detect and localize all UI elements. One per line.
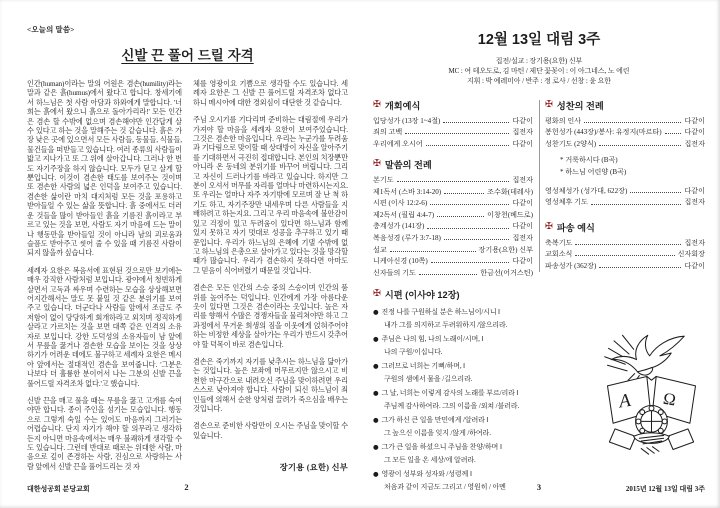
- section-title: 말씀의 전례: [384, 160, 432, 170]
- dot-leader: [599, 145, 681, 146]
- verse-line-1: 주님은 나의 힘, 나의 노래이/시며, ‖: [381, 334, 484, 343]
- left-page-footer: [27, 483, 346, 494]
- dot-leader: [390, 251, 476, 252]
- essay-column-1: [27, 80, 182, 480]
- liturgy-performer: 다같이: [512, 199, 533, 208]
- liturgy-performer: 집전자: [512, 128, 533, 137]
- right-sleeve: [667, 429, 693, 450]
- cross-icon: ✠: [545, 220, 553, 232]
- liturgy-label: 영성체성가 (성가대, 622장): [545, 186, 628, 195]
- cross-icon: ✠: [545, 98, 553, 110]
- psalm-block: [373, 287, 533, 494]
- dot-leader: [575, 255, 674, 256]
- page-number: 2: [184, 483, 189, 492]
- liturgy-label: 파송성가 (362장): [545, 261, 597, 270]
- page-number: 3: [536, 483, 542, 492]
- liturgy-performer: 집전자: [512, 176, 533, 184]
- liturgy-performer: 다같이: [512, 257, 533, 266]
- liturgy-label: 복음성경 (루가 3:7-18): [373, 233, 441, 242]
- liturgy-label: 제2독서 (필립 4:4-7): [373, 210, 435, 219]
- liturgy-label: 축복기도: [545, 238, 573, 247]
- dot-leader: [431, 262, 510, 263]
- liturgy-performer: 다같이: [684, 116, 705, 125]
- dot-leader: [419, 274, 477, 275]
- bullet-icon: ●: [373, 415, 379, 424]
- liturgy-performer: 집전자: [684, 238, 705, 247]
- footer-date: 2015년 12월 13일 대림 3주: [625, 485, 705, 493]
- liturgy-row: [545, 128, 705, 136]
- verse-line-2: 그 모든 일을 온 세상/에 알려라.: [384, 455, 476, 464]
- dot-leader: [426, 145, 510, 146]
- service-meta: [373, 56, 705, 87]
- dot-leader: [584, 122, 681, 123]
- dove-icon: [611, 335, 684, 372]
- liturgy-label: 층계성가 (141장): [373, 222, 425, 231]
- liturgy-performer: 다같이: [684, 261, 705, 270]
- emblem-omega: Ω: [661, 388, 678, 410]
- psalm-verse: [373, 387, 533, 413]
- section-header-word: [373, 157, 533, 171]
- liturgy-row: [373, 257, 533, 265]
- liturgy-performer: 집전자: [684, 139, 705, 148]
- essay-column-2: [193, 80, 348, 480]
- liturgy-performer: 다같이: [684, 186, 705, 195]
- essay-paragraph: 주님 오시기를 기다리며 준비하는 대림절에 우리가 가져야 할 마음을 세례자 요한이 보여주었습니다. 그것은 겸손한 마음입니다. 우리는 누군가를 두려움과 기다림으로 맞이할 때 상대방이 자신을 알아주기를 기대하면서 극진히 접대합니다. 본인의 치장뿐만 아니라 온 동네의 분위기를 바꾸어 버립니다. 그리고 자신이 드러나기를 바라고 있습니다. 하지만 그분이 오셔서 머무를 자리를 얼마나 마련하시는지요. 또 우리는 얼마나 자주 자기밖에 모르며 잘 난 척 하기도 하고, 자기주장만 내세우며 다른 사람들을 지배하려고 하는지요. 그리고 우리 마음속에 불안감이 있고 걱정이 있고 두려움이 있다면 하느님과 함께 있지 못하고 자기 멋대로 성공을 추구하고 있기 때문입니다. 우리가 하느님의 은혜에 기댈 수밖에 없고 하느님의 은총으로 살아가고 있다는 것을 망각할 때가 많습니다. 우리가 겸손하지 못하다면 아마도 그 믿음이 식어버렸기 때문일 것입니다.: [193, 116, 348, 275]
- liturgy-label: 신자들의 기도: [373, 268, 416, 277]
- liturgy-performer: 신자회장: [677, 250, 705, 259]
- liturgy-row: [545, 187, 705, 195]
- liturgy-label: 제1독서 (스바 3:14-20): [373, 187, 442, 196]
- psalm-verse: [373, 306, 533, 332]
- dot-leader: [430, 204, 509, 205]
- verse-line-1: 그러므로 너희는 기뻐/하며, ‖: [381, 361, 466, 370]
- essay-paragraph: 체를 영광이요 기쁨으로 생각할 수도 있습니다. 세례자 요한은 그 신발 끈 풀어드릴 자격조차 없다고 하니 메시아에 대한 경외심이 대단한 것 같습니다.: [193, 80, 348, 107]
- bullet-icon: ●: [373, 334, 379, 343]
- psalm-verse: [373, 360, 533, 386]
- bullet-icon: ●: [373, 307, 379, 316]
- liturgy-performer: 이창천(베드로): [487, 210, 533, 219]
- liturgy-performer: 다같이: [512, 222, 533, 231]
- liturgy-row: [373, 128, 533, 136]
- essay-title: 신발 끈 풀어 드릴 자격: [121, 48, 254, 63]
- cross-icon: ✠: [373, 288, 381, 300]
- dot-leader: [575, 244, 681, 245]
- verse-line-1: 영광이 성부와 성자와 /성령께 ‖: [381, 469, 472, 478]
- liturgy-label: 봉헌성가 (443장)/봉사: 유정지(마르타): [545, 128, 662, 137]
- liturgy-label: 교회소식: [545, 250, 573, 259]
- service-page: [360, 0, 720, 508]
- dot-leader: [599, 267, 681, 268]
- liturgy-row: [373, 188, 533, 196]
- verse-line-2: 구원의 샘에서 물을 /길으리라.: [384, 374, 473, 383]
- service-title: 12월 13일 대림 3주: [477, 32, 601, 48]
- verse-line-1: 그가 큰 일을 하셨으니 주님을 찬양/하며 ‖: [381, 442, 502, 451]
- meta-line: MC : 여 테오도로, 김 마틴 / 제단 꽃꽂이 : 이 아그네스, 노 에린: [448, 67, 630, 76]
- emblem-alpha: A: [617, 389, 633, 413]
- liturgy-row: [373, 199, 533, 207]
- service-column-left: [373, 98, 533, 495]
- verse-line-1: 그 날, 너희는 이렇게 감사의 노래를 부르/리라 ‖: [381, 388, 519, 397]
- liturgy-performer: 한금선(어거스틴): [480, 268, 533, 277]
- essay-paragraph: 세례자 요한은 복음서에 표현된 것으로만 보기에는 매우 강직한 사람처럼 보입니다. 광야에서 청빈하게 살면서 고독과 싸우며 수련하는 모습을 상상해보면 어지간해서는 말도 못 붙일 것 같은 분위기를 보여주고 있습니다. 더군다나 사람들 앞에서 조금도 주저함이 없이 당당하게 회개하라고 외치며 정직하게 살라고 가르치는 것을 보면 대쪽 같은 인격의 소유자로 보입니다. 강한 도덕성의 소유자들이 남 앞에서 무릎을 꿇거나 겸손한 모습을 보이는 것을 상상하기가 어려운 데에도 불구하고 세례자 요한은 메시아 앞에서는 절대적인 겸손을 보여줍니다. '그분은 나보다 더 훌륭한 분이어서 나는 그분의 신발 끈을 풀어드릴 자격조차 없다.'고 했습니다.: [27, 266, 182, 388]
- essay-columns: [27, 80, 348, 480]
- liturgy-label: 영성체후 기도: [545, 198, 588, 207]
- dot-leader: [665, 133, 682, 134]
- liturgy-label: 평화의 인사: [545, 116, 582, 125]
- left-sleeve: [609, 429, 635, 450]
- essay-kicker: <오늘의 말씀>: [27, 25, 75, 34]
- liturgy-label: 시편 (이사 12:2-6): [373, 199, 428, 208]
- essay-paragraph: 겸손은 죽기까지 자기를 낮추시는 하느님을 닮아가는 것입니다. 높은 보좌에 머무르지만 않으시고 비천한 마구간으로 내려오신 주님을 맞이하려면 우리 스스로 낮아져야 합니다. 사람이 되신 하느님이 죄인들에 의해서 순한 양처럼 끌려가 죽으심을 배우는 것입니다.: [193, 357, 348, 413]
- liturgy-row: [545, 262, 705, 270]
- section-header-dismissal: [545, 220, 705, 234]
- rays: [605, 335, 634, 371]
- verse-line-1: 그가 하신 큰 일을 만민에게 /알려라 ‖: [381, 415, 489, 424]
- liturgy-label: 성찬기도 (2양식): [545, 139, 597, 148]
- essay-paragraph: 겸손으로 준비한 사람만이 오시는 주님을 맞이할 수 있습니다.: [193, 422, 348, 440]
- liturgy-performer: 다같이: [512, 116, 533, 125]
- section-header-psalm: [373, 287, 533, 301]
- liturgy-label: 입당성가 (13장 1~4절): [373, 116, 441, 125]
- liturgy-row: [373, 222, 533, 230]
- section-header-eucharist: [545, 98, 705, 112]
- dot-leader: [397, 181, 510, 182]
- dot-leader: [444, 239, 510, 240]
- liturgy-subitem: * 거룩하시다 (B곡): [560, 156, 618, 164]
- church-emblem: [600, 324, 703, 457]
- liturgy-label: 설교: [373, 245, 387, 254]
- psalm-verse: [373, 414, 533, 440]
- liturgy-row: [373, 246, 533, 254]
- liturgy-performer: 다같이: [512, 139, 533, 148]
- liturgy-subitem: * 하느님 어린양 (B곡): [560, 168, 627, 177]
- cross-icon: ✠: [373, 98, 381, 110]
- essay-paragraph: 겸손은 모든 인간의 스승 중의 스승이며 인간의 품위를 높여주는 덕입니다. 인간에게 가장 아름다운 옷이 있다면 그것은 겸손이라는 옷입니다. 높은 자리를 향해서 수많은 경쟁자들을 물리쳐야만 하고 그 과정에서 무거운 희생의 짐을 이웃에게 얹혀주어야 하는 비정한 세상을 살아가는 우리가 반드시 갖추어야 할 덕목이 바로 겸손입니다.: [193, 284, 348, 349]
- dot-leader: [444, 193, 484, 194]
- liturgy-label: 본기도: [373, 176, 394, 184]
- liturgy-row: [373, 234, 533, 242]
- liturgy-row: [545, 250, 705, 258]
- liturgy-performer: 집전자: [684, 198, 705, 207]
- service-columns: [373, 98, 705, 495]
- section-header-opening: [373, 98, 533, 112]
- dot-leader: [437, 216, 484, 217]
- dot-leader: [427, 228, 509, 229]
- liturgy-row: [545, 117, 705, 125]
- section-title: 개회예식: [384, 100, 421, 111]
- bullet-icon: ●: [373, 361, 379, 370]
- verse-line-2: 나의 구원/이십니다.: [384, 347, 443, 356]
- liturgy-label: 니케아신경 (10쪽): [373, 257, 428, 266]
- liturgy-row: [373, 176, 533, 184]
- verse-line-2: 주님께 감사하여라. 그의 이름을 /외쳐 /불러라.: [384, 401, 520, 410]
- verse-line-1: 진정 나를 구원하실 분은 하느님이/시니 ‖: [381, 307, 501, 316]
- verse-line-2: 그 높으신 이름을 잊지 /않게 /하여라.: [384, 428, 491, 437]
- liturgy-row: [545, 140, 705, 148]
- psalm-verse: [373, 441, 533, 467]
- dot-leader: [591, 204, 682, 205]
- liturgy-performer: 조수화(데레사): [487, 187, 533, 196]
- church-name: 대한성공회 분당교회: [27, 485, 90, 493]
- liturgy-performer: 다같이: [684, 128, 705, 137]
- liturgy-row: [373, 211, 533, 219]
- bullet-icon: ●: [373, 388, 379, 397]
- right-page-footer: [373, 483, 705, 494]
- verse-line-2: 내가 그를 의지하고 두려워하지 /않으리라.: [384, 320, 508, 329]
- psalm-verse: [373, 333, 533, 359]
- liturgy-performer: 집전자: [512, 233, 533, 242]
- verse-line-2: 처음과 같이 지금도 그리고 / 영원히 / 아멘: [384, 482, 506, 491]
- meta-line: 지휘 : 박 예레미아 / 반주 : 정 로사 / 선창 : 윤 요한: [467, 77, 611, 86]
- section-title: 시편 (이사야 12장): [384, 289, 460, 300]
- dot-leader: [630, 192, 681, 193]
- section-title: 파송 예식: [556, 222, 595, 233]
- liturgy-row: [373, 117, 533, 125]
- liturgy-performer: 장기용(요한) 신부: [478, 245, 533, 254]
- column-divider: [539, 100, 540, 272]
- dot-leader: [443, 122, 509, 123]
- liturgy-label: 죄의 고백: [373, 128, 403, 137]
- essay-paragraph: 신발 끈을 매고 풀을 때는 무릎을 꿇고 고개를 숙여야만 합니다. 종이 주인을 섬기는 모습입니다. 행동으로 그렇게 숙일 수는 있어도 마음까지 그러기는 어렵습니다. 단지 자기가 해야 할 의무라고 생각하든지 아니면 마음속에서는 매우 불쾌하게 생각할 수도 있습니다. 그런데 반대로 때로는 위대한 사람, 마음으로 깊이 존경하는 사람, 진심으로 사랑하는 사람 앞에서 신발 끈을 풀어드리는 것 자: [27, 397, 182, 471]
- meta-line: 집전/설교 : 장기용(요한) 신부: [495, 57, 583, 65]
- bullet-icon: ●: [373, 469, 379, 478]
- dot-leader: [405, 133, 509, 134]
- liturgy-row: [373, 269, 533, 277]
- cross-icon: ✠: [373, 158, 381, 170]
- service-column-right: [545, 98, 705, 495]
- eucharist-subitems: [545, 154, 705, 179]
- liturgy-row: [373, 140, 533, 148]
- bullet-icon: ●: [373, 442, 379, 451]
- liturgy-row: [545, 198, 705, 206]
- essay-paragraph: 인간(human)이라는 말의 어원은 겸손(humility)라는 말과 같은 흙(humus)에서 왔다고 합니다. 창세기에서 하느님은 첫 사람 아담과 하와에게 말합니다. '너희는 흙에서 왔으니 흙으로 돌아가리라!' 모든 인간은 겸손 할 수밖에 없으며 겸손해야만 인간답게 살 수 있다고 하는 것을 말해주는 것 같습니다. 흙은 가장 낮은 곳에 있으면서 모든 사람들, 동물들, 식물들, 물건들을 떠받들고 있습니다. 여러 종류의 사람들이 밟고 지나가고 또 그 위에 살아갑니다. 그러나 한 번도 자기주장을 하지 않습니다. 모두가 딛고 살게 할 뿐입니다. 이것이 겸손한 태도를 보여주는 것이며 또 겸손한 사람의 넓은 인덕을 보여주고 있습니다. 겸손한 삶이란 마치 대지처럼 모든 것을 포용하고 받아들일 수 있는 삶을 뜻합니다. 흙 중에서도 더러운 것들을 많이 받아들인 흙을 기름진 흙이라고 부르고 있는 것을 보면, 사람도 자기 마음에 드는 말이나 행동만을 받아들일 것이 아니라 남의 괴로움과 슬픔도 받아주고 씻어 줄 수 있을 때 기름진 사람이 되지 않을까 싶습니다.: [27, 80, 182, 258]
- liturgy-label: 우리에게 오시어: [373, 139, 423, 148]
- liturgy-row: [545, 239, 705, 247]
- author-signature: 장기용 (요한) 신부: [279, 463, 348, 473]
- section-title: 성찬의 전례: [556, 100, 604, 111]
